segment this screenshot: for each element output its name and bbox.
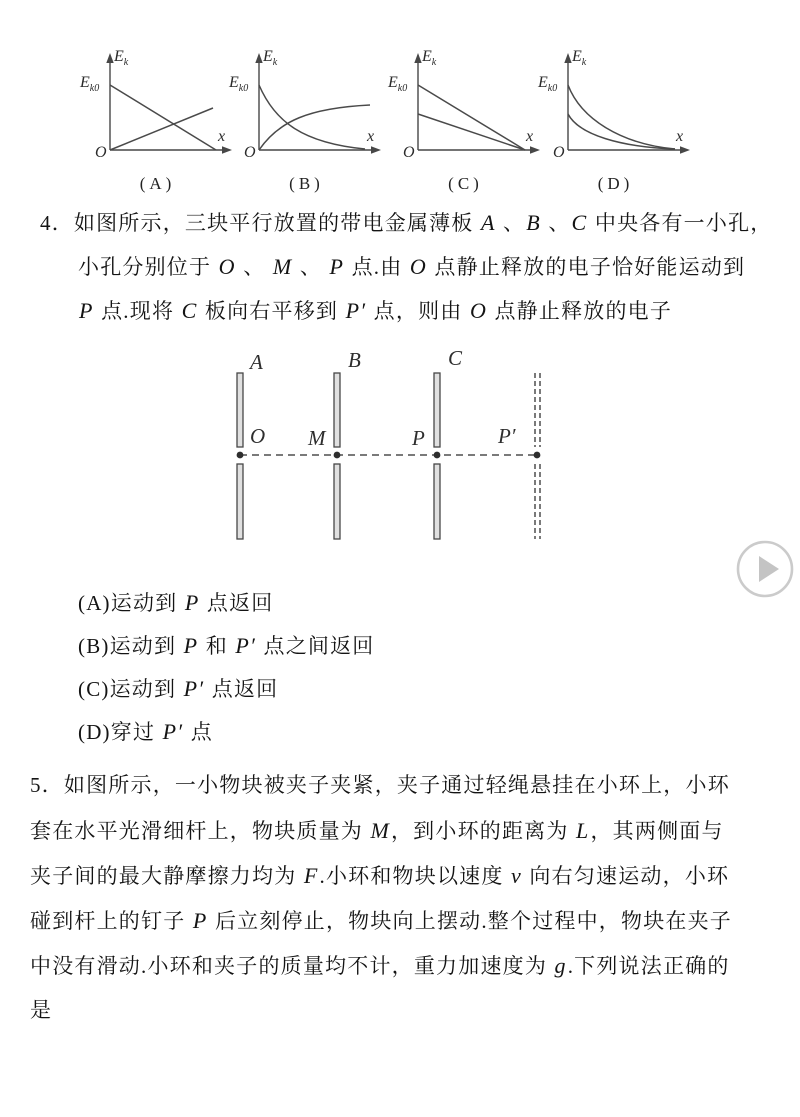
y-intercept-label: $E_{k0}$ (388, 74, 408, 95)
plate-c-bottom (434, 464, 440, 539)
y-axis-arrow-icon (414, 53, 421, 63)
graph-option-d (538, 48, 693, 198)
point-o-label: O (250, 424, 266, 448)
graph-caption: (B) (289, 174, 324, 193)
option-b: (B)运动到 P 和 P′ 点之间返回 (78, 633, 375, 658)
y-intercept-label: $E_{k0}$ (80, 74, 100, 95)
plate-c-label: C (448, 346, 463, 370)
origin-label: O (403, 144, 415, 161)
question-5-line-2: 套在水平光滑细杆上，物块质量为 M，到小环的距离为 L，其两侧面与 (30, 818, 724, 843)
x-axis-arrow-icon (371, 146, 381, 153)
question-4-line-1: 4．如图所示，三块平行放置的带电金属薄板 A 、B 、C 中央各有一小孔， (40, 210, 773, 235)
y-axis-label: $E_k$ (572, 48, 587, 69)
question-5-text (30, 763, 780, 1033)
y-axis-label: $E_k$ (422, 48, 437, 69)
x-axis-label: x (676, 128, 684, 145)
plate-a-top (237, 373, 243, 447)
graph-option-b (229, 48, 384, 198)
plate-a-bottom (237, 464, 243, 539)
plate-a-label: A (250, 350, 263, 374)
y-axis-label: $E_k$ (263, 48, 278, 69)
y-axis-arrow-icon (255, 53, 262, 63)
question-4-line-3: P 点.现将 C 板向右平移到 P′ 点，则由 O 点静止释放的电子 (79, 298, 673, 323)
graph-caption: (C) (448, 174, 483, 193)
question-4-plates-diagram (222, 346, 572, 552)
point-o-dot (237, 452, 244, 459)
point-p-dot (434, 452, 441, 459)
y-axis-label: $E_k$ (114, 48, 129, 69)
y-intercept-label: $E_{k0}$ (538, 74, 558, 95)
question-5-line-1: 5．如图所示，一小物块被夹子夹紧，夹子通过轻绳悬挂在小环上，小环 (30, 773, 730, 797)
origin-label: O (244, 144, 256, 161)
x-axis-label: x (218, 128, 226, 145)
plates-figure (222, 352, 572, 552)
graph-caption: (A) (139, 174, 176, 193)
question-5-line-5: 中没有滑动.小环和夹子的质量均不计，重力加速度为 g.下列说法正确的 (30, 953, 730, 978)
graph-option-a (80, 48, 235, 198)
question-5-line-3: 夹子间的最大静摩擦力均为 F.小环和物块以速度 v 向右匀速运动，小环 (30, 863, 730, 888)
option-a: (A)运动到 P 点返回 (78, 590, 274, 615)
x-axis-label: x (526, 128, 534, 145)
point-p-prime-dot (534, 452, 541, 459)
question-5-line-6: 是 (30, 998, 53, 1022)
plate-b-label: B (348, 348, 361, 372)
plate-b-top (334, 373, 340, 447)
plate-c-top (434, 373, 440, 447)
x-axis-arrow-icon (680, 146, 690, 153)
point-m-dot (334, 452, 341, 459)
origin-label: O (553, 144, 565, 161)
option-d: (D)穿过 P′ 点 (78, 719, 213, 744)
x-axis-label: x (367, 128, 375, 145)
question-5-line-4: 碰到杆上的钉子 P 后立刻停止，物块向上摆动.整个过程中，物块在夹子 (30, 908, 732, 933)
point-p-label: P (412, 426, 425, 450)
graph-caption: (D) (597, 174, 634, 193)
origin-label: O (95, 144, 107, 161)
y-axis-arrow-icon (564, 53, 571, 63)
next-arrow-icon (735, 539, 795, 599)
next-page-button[interactable] (735, 539, 795, 599)
question-4-options (78, 581, 375, 753)
point-p-prime-label: P′ (498, 424, 516, 448)
question-4-text (40, 201, 780, 333)
graph-option-c (388, 48, 543, 198)
point-m-label: M (308, 426, 326, 450)
option-c: (C)运动到 P′ 点返回 (78, 676, 279, 701)
y-intercept-label: $E_{k0}$ (229, 74, 249, 95)
question-4-line-2: 小孔分别位于 O 、 M 、 P 点.由 O 点静止释放的电子恰好能运动到 (78, 254, 746, 279)
y-axis-arrow-icon (106, 53, 113, 63)
plate-b-bottom (334, 464, 340, 539)
